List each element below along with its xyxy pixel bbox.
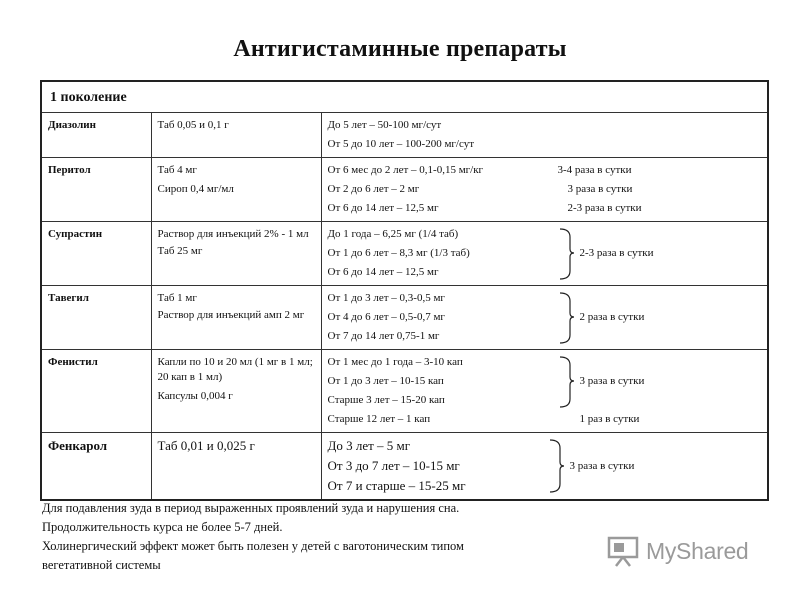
dosage-frequency: 2-3 раза в сутки xyxy=(579,247,654,259)
dosage-cell xyxy=(321,286,768,350)
drug-name: Фенкарол xyxy=(41,433,151,501)
antihistamine-table xyxy=(40,80,769,501)
table-row xyxy=(41,433,768,501)
drug-name: Диазолин xyxy=(41,113,151,158)
footer-line: Для подавления зуда в период выраженных проявлений зуда и нарушения сна. xyxy=(42,501,460,515)
form-line: Раствор для инъекций амп 2 мг xyxy=(157,309,305,321)
dosage-line: Старше 12 лет – 1 кап 1 раз в сутки xyxy=(327,413,640,425)
dosage-line: От 1 до 3 лет – 0,3-0,5 мг xyxy=(327,292,445,304)
grouping-brace xyxy=(558,289,578,346)
dosage-line: От 6 мес до 2 лет – 0,1-0,15 мг/кг 3-4 раза в сутки xyxy=(327,164,632,176)
footer-line: Продолжительность курса не более 5-7 дней. xyxy=(42,520,283,534)
form-line: Таб 25 мг xyxy=(157,245,203,257)
footer-line: вегетативной системы xyxy=(42,558,161,572)
grouping-brace xyxy=(558,353,578,410)
table-row xyxy=(41,113,768,158)
grouping-brace xyxy=(548,436,568,496)
form-line: Таб 1 мг xyxy=(157,292,197,304)
drug-form xyxy=(151,350,321,433)
dosage-cell xyxy=(321,113,768,158)
table-row xyxy=(41,158,768,222)
generation-header-row xyxy=(41,81,768,113)
drug-name: Фенистил xyxy=(41,350,151,433)
dosage-line: До 3 лет – 5 мг xyxy=(327,438,411,453)
dosage-line: От 1 до 6 лет – 8,3 мг (1/3 таб) xyxy=(327,247,470,259)
dosage-line: От 5 до 10 лет – 100-200 мг/сут xyxy=(327,138,475,150)
dosage-line: Старше 3 лет – 15-20 кап xyxy=(327,394,445,406)
footer-line: Холинергический эффект может быть полезен у детей с ваготоническим типом xyxy=(42,539,464,553)
form-line: Таб 0,01 и 0,025 г xyxy=(157,438,255,453)
form-line: Сироп 0,4 мг/мл xyxy=(157,183,234,195)
dosage-line: От 6 до 14 лет – 12,5 мг 2-3 раза в сутки xyxy=(327,202,642,214)
form-line: Таб 0,05 и 0,1 г xyxy=(157,119,229,131)
dosage-cell xyxy=(321,158,768,222)
drug-form xyxy=(151,113,321,158)
drug-form xyxy=(151,222,321,286)
drug-form xyxy=(151,286,321,350)
dosage-line: От 1 до 3 лет – 10-15 кап xyxy=(327,375,444,387)
dosage-line: От 3 до 7 лет – 10-15 мг xyxy=(327,458,460,473)
table-row xyxy=(41,222,768,286)
dosage-line: До 1 года – 6,25 мг (1/4 таб) xyxy=(327,228,459,240)
form-line: Капли по 10 и 20 мл (1 мг в 1 мл; 20 кап в 1 мл) xyxy=(157,356,313,383)
drug-form xyxy=(151,158,321,222)
dosage-line: От 7 до 14 лет 0,75-1 мг xyxy=(327,330,440,342)
generation-header: 1 поколение xyxy=(41,81,768,113)
dosage-frequency: 3 раза в сутки xyxy=(569,459,635,472)
drug-name: Тавегил xyxy=(41,286,151,350)
drug-form xyxy=(151,433,321,501)
drug-name: Перитол xyxy=(41,158,151,222)
grouping-brace xyxy=(558,225,578,282)
dosage-line: От 2 до 6 лет – 2 мг 3 раза в сутки xyxy=(327,183,633,195)
dosage-line: От 4 до 6 лет – 0,5-0,7 мг xyxy=(327,311,445,323)
form-line: Раствор для инъекций 2% - 1 мл xyxy=(157,228,309,240)
logo-text: MyShared xyxy=(646,537,749,564)
table-row xyxy=(41,286,768,350)
dosage-cell xyxy=(321,350,768,433)
dosage-line: От 1 мес до 1 года – 3-10 кап xyxy=(327,356,463,368)
dosage-line: До 5 лет – 50-100 мг/сут xyxy=(327,119,442,131)
dosage-frequency: 3 раза в сутки xyxy=(579,375,645,387)
drug-name: Супрастин xyxy=(41,222,151,286)
footer-notes xyxy=(42,499,602,575)
dosage-cell xyxy=(321,433,768,501)
form-line: Капсулы 0,004 г xyxy=(157,390,233,402)
form-line: Таб 4 мг xyxy=(157,164,197,176)
table-row xyxy=(41,350,768,433)
dosage-line: От 6 до 14 лет – 12,5 мг xyxy=(327,266,439,278)
page-title: Антигистаминные препараты xyxy=(233,36,567,62)
dosage-line: От 7 и старше – 15-25 мг xyxy=(327,478,466,493)
dosage-cell xyxy=(321,222,768,286)
watermark-logo xyxy=(606,534,748,568)
presentation-board-icon xyxy=(606,534,640,568)
dosage-frequency: 2 раза в сутки xyxy=(579,311,645,323)
